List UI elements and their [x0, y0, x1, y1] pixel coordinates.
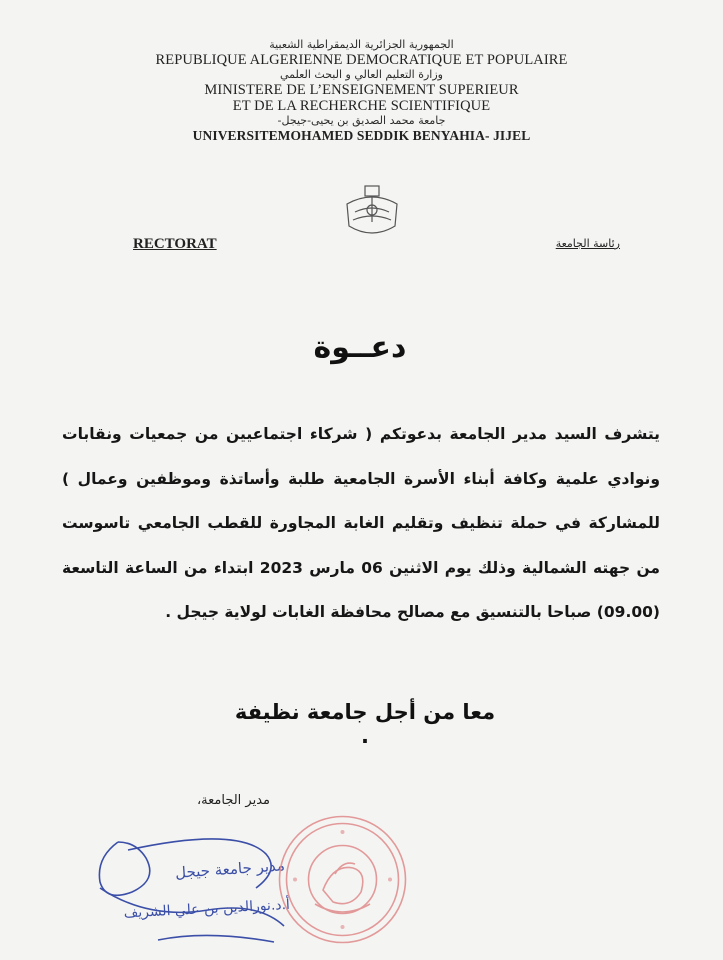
invitation-title: دعــوة — [313, 330, 407, 365]
invitation-body: يتشرف السيد مدير الجامعة بدعوتكم ( شركاء اجتماعيين من جمعيات ونقابات ونوادي علمية وكافة أبناء الأسرة الجامعية طلبة وأساتذة وموظفين وعمال ) للمشاركة في حملة تنظيف وتقليم الغابة المجاورة للقطب الجامعي تاسوست من جهته الشمالية وذلك يوم الاثنين 06 مارس 2023 ابتداء من الساعة التاسعة (09.00) صباحا بالتنسيق مع مصالح محافظة الغابات لولاية جيجل . — [62, 425, 660, 621]
director-label: مدير الجامعة، — [196, 793, 270, 808]
header-ar-university: جامعة محمد الصديق بن يحيى-جيجل- — [277, 114, 446, 127]
rectorat-label: RECTORAT — [133, 236, 217, 252]
signature-line-1: مدير جامعة جيجل — [174, 856, 286, 882]
presidency-label: رئاسة الجامعة — [555, 237, 620, 250]
header-ar-republic: الجمهورية الجزائرية الديمقراطية الشعبية — [269, 38, 454, 51]
header-fr-university: UNIVERSITEMOHAMED SEDDIK BENYAHIA- JIJEL — [192, 128, 531, 143]
university-emblem-icon — [341, 182, 403, 240]
signature-line-2: أ.د.نورالدين بن علي الشريف — [123, 896, 291, 922]
header-fr-ministry-1: MINISTERE DE L’ENSEIGNEMENT SUPERIEUR — [204, 82, 519, 98]
official-seal-icon — [275, 812, 410, 947]
header-fr-republic: REPUBLIQUE ALGERIENNE DEMOCRATIQUE ET POPULAIRE — [155, 52, 568, 68]
letterhead — [0, 38, 723, 144]
slogan: معا من أجل جامعة نظيفة . — [234, 700, 496, 748]
header-fr-ministry-2: ET DE LA RECHERCHE SCIENTIFIQUE — [232, 98, 491, 114]
signature-icon — [88, 830, 288, 955]
header-ar-ministry: وزارة التعليم العالي و البحث العلمي — [280, 68, 443, 81]
